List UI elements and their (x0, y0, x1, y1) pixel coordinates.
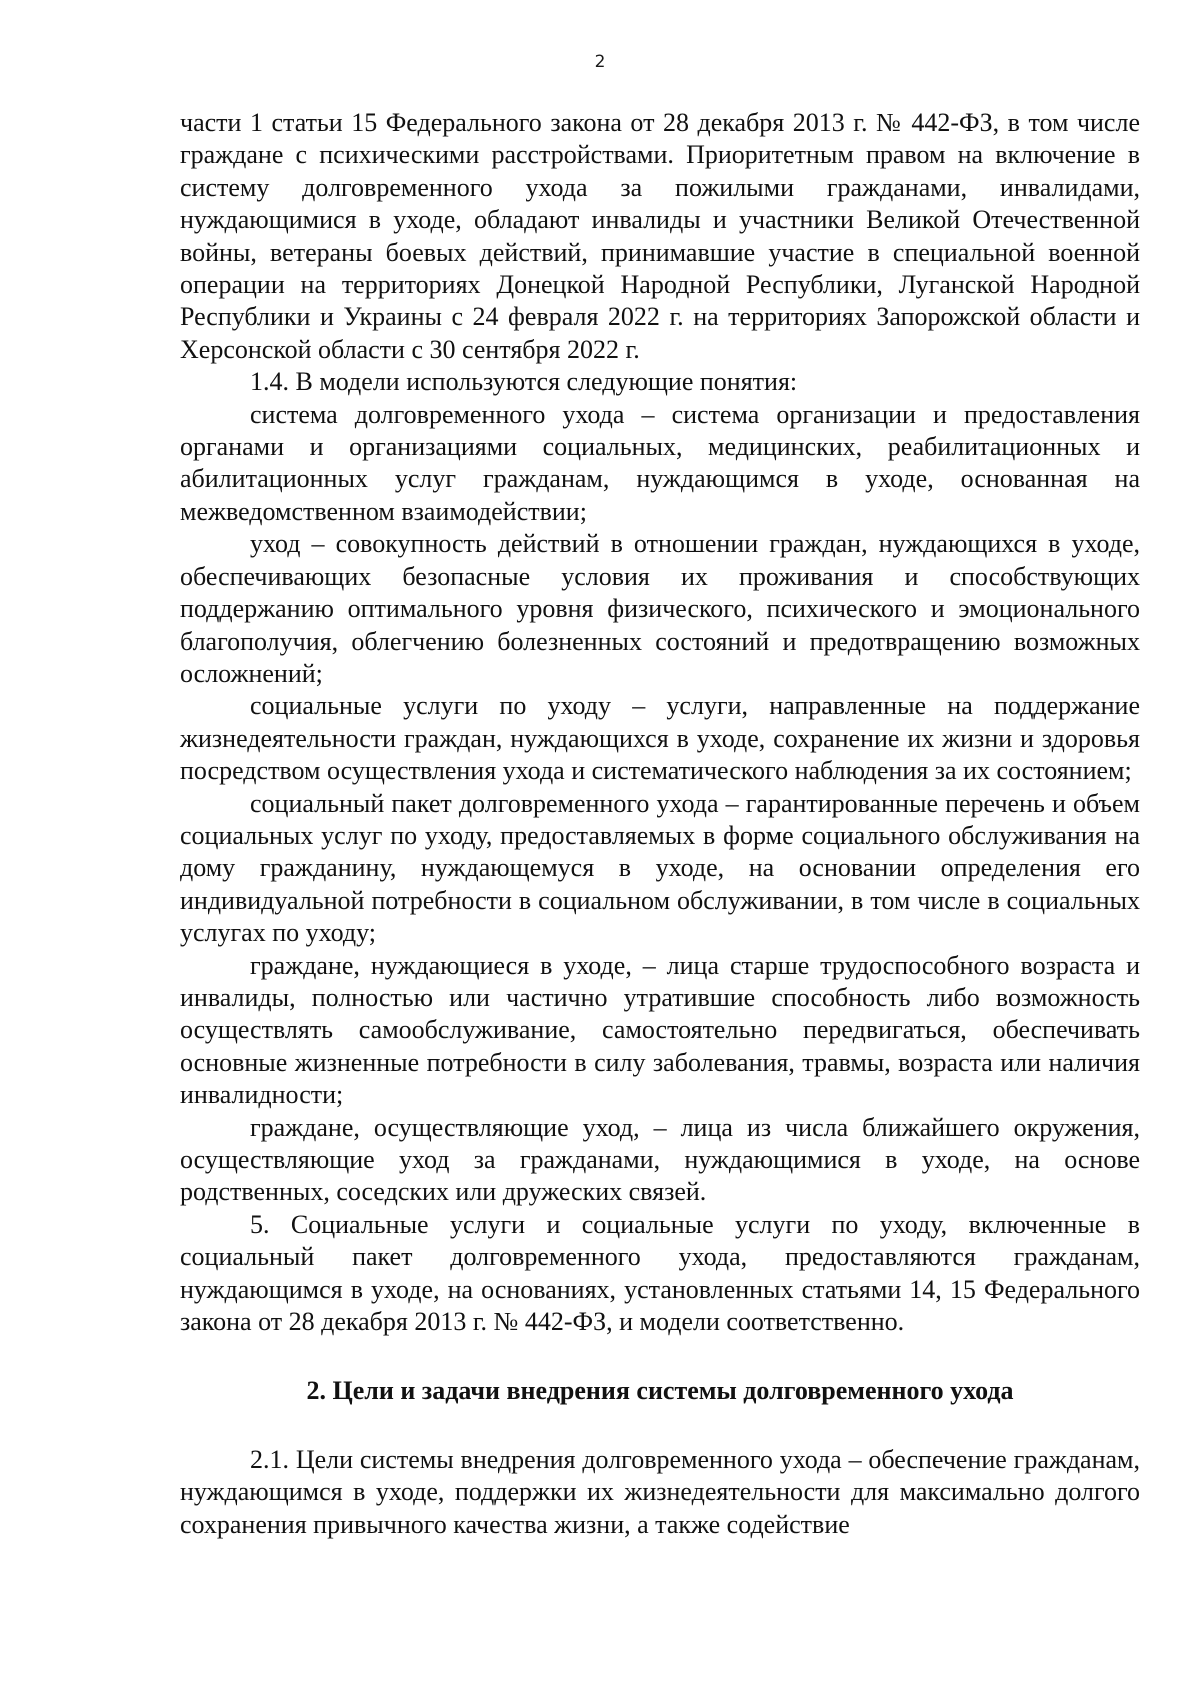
paragraph-definition-social-package: социальный пакет долговременного ухода – гарантированные перечень и объем социальных услуг по уходу, предоставляемых в форме социального обслуживания на дому гражданину, нуждающемуся в уходе, на основании определения его индивидуальной потребности в социальном обслуживании, в том числе в социальных услугах по уходу; (180, 788, 1140, 948)
page-number: 2 (594, 52, 606, 72)
section-heading: 2. Цели и задачи внедрения системы долговременного ухода (306, 1376, 1014, 1406)
document-body (180, 107, 1140, 1541)
paragraph-definition-system: система долговременного ухода – система организации и предоставления органами и организациями социальных, медицинских, реабилитационных и абилитационных услуг гражданам, нуждающимся в уходе, основанная на межведомственном взаимодействии; (180, 399, 1140, 526)
paragraph-definition-care: уход – совокупность действий в отношении граждан, нуждающихся в уходе, обеспечивающих безопасные условия их проживания и способствующих поддержанию оптимального уровня физического, психического и эмоционального благополучия, облегчению болезненных состояний и предотвращению возможных осложнений; (180, 529, 1140, 688)
paragraph-item-2-1: 2.1. Цели системы внедрения долговременного ухода – обеспечение гражданам, нуждающимся в уходе, поддержки их жизнедеятельности для максимально долгого сохранения привычного качества жизни, а также содействие (180, 1444, 1140, 1539)
paragraph-definition-citizens-in-need: граждане, нуждающиеся в уходе, – лица старше трудоспособного возраста и инвалиды, полностью или частично утратившие способность либо возможность осуществлять самообслуживание, самостоятельно передвигаться, обеспечивать основные жизненные потребности в силу заболевания, травмы, возраста или наличия инвалидности; (180, 950, 1140, 1110)
paragraph-definition-care-services: социальные услуги по уходу – услуги, направленные на поддержание жизнедеятельности граждан, нуждающихся в уходе, сохранение их жизни и здоровья посредством осуществления ухода и систематического наблюдения за их состоянием; (180, 691, 1140, 786)
paragraph-continuation: части 1 статьи 15 Федерального закона от 28 декабря 2013 г. № 442-ФЗ, в том числе граждане с психическими расстройствами. Приоритетным правом на включение в систему долговременного ухода за пожилыми гражданами, инвалидами, нуждающимися в уходе, обладают инвалиды и участники Великой Отечественной войны, ветераны боевых действий, принимавшие участие в специальной военной операции на территориях Донецкой Народной Республики, Луганской Народной Республики и Украины с 24 февраля 2022 г. на территориях Запорожской области и Херсонской области с 30 сентября 2022 г. (180, 108, 1140, 364)
paragraph-definitions-intro: 1.4. В модели используются следующие понятия: (250, 367, 798, 397)
paragraph-item-5: 5. Социальные услуги и социальные услуги по уходу, включенные в социальный пакет долговременного ухода, предоставляются гражданам, нуждающимся в уходе, на основаниях, установленных статьями 14, 15 Федерального закона от 28 декабря 2013 г. № 442-ФЗ, и модели соответственно. (180, 1209, 1140, 1337)
paragraph-definition-caregivers: граждане, осуществляющие уход, – лица из числа ближайшего окружения, осуществляющие уход за гражданами, нуждающимися в уходе, на основе родственных, соседских или дружеских связей. (180, 1112, 1140, 1207)
